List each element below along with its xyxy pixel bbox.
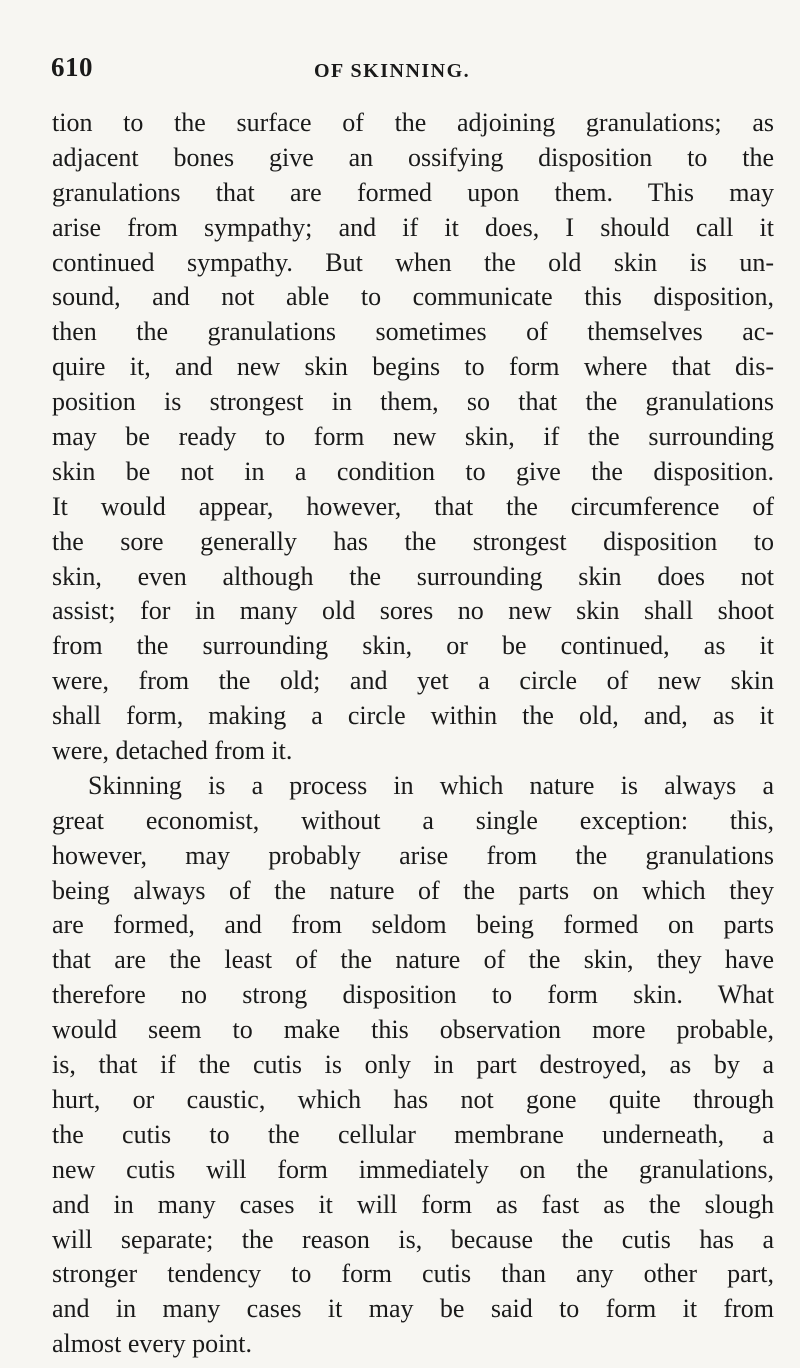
text-line: continued sympathy. But when the old skin is un- <box>52 247 774 277</box>
text-line: may be ready to form new skin, if the surrounding <box>52 422 774 452</box>
text-line: were, from the old; and yet a circle of new skin <box>52 666 774 696</box>
text-line: and in many cases it may be said to form it from <box>52 1294 774 1324</box>
text-line: therefore no strong disposition to form skin. What <box>52 980 774 1010</box>
text-line: were, detached from it. <box>52 736 293 766</box>
page-number: 610 <box>51 52 93 82</box>
text-line: It would appear, however, that the circumference of <box>52 491 774 521</box>
text-line: and in many cases it will form as fast as the slough <box>52 1189 774 1219</box>
text-line: almost every point. <box>52 1329 253 1359</box>
text-line: will separate; the reason is, because the cutis has a <box>52 1224 774 1254</box>
text-line: however, may probably arise from the granulations <box>52 840 774 870</box>
text-line: arise from sympathy; and if it does, I should call it <box>52 212 774 242</box>
body-text <box>52 106 774 1362</box>
text-line: position is strongest in them, so that the granulations <box>52 387 774 417</box>
text-line: hurt, or caustic, which has not gone quite through <box>52 1084 774 1114</box>
text-line: the cutis to the cellular membrane underneath, a <box>52 1119 774 1149</box>
text-line: are formed, and from seldom being formed on parts <box>52 910 774 940</box>
text-line: Skinning is a process in which nature is always a <box>88 770 774 800</box>
paragraph-1 <box>52 106 774 769</box>
text-line: that are the least of the nature of the skin, they have <box>52 945 774 975</box>
text-line: great economist, without a single exception: this, <box>52 805 774 835</box>
text-line: granulations that are formed upon them. This may <box>52 177 774 207</box>
text-line: sound, and not able to communicate this disposition, <box>52 282 774 312</box>
text-line: would seem to make this observation more probable, <box>52 1015 774 1045</box>
text-line: the sore generally has the strongest disposition to <box>52 526 774 556</box>
text-line: new cutis will form immediately on the granulations, <box>52 1154 774 1184</box>
text-line: quire it, and new skin begins to form where that dis- <box>52 352 774 382</box>
text-line: being always of the nature of the parts on which they <box>52 875 774 905</box>
text-line: skin be not in a condition to give the disposition. <box>52 456 774 486</box>
text-line: assist; for in many old sores no new skin shall shoot <box>52 596 774 626</box>
paragraph-2 <box>52 769 774 1362</box>
text-line: shall form, making a circle within the old, and, as it <box>52 701 774 731</box>
running-head <box>0 52 800 92</box>
text-line: is, that if the cutis is only in part destroyed, as by a <box>52 1050 774 1080</box>
text-line: adjacent bones give an ossifying disposition to the <box>52 142 774 172</box>
section-title: OF SKINNING. <box>314 60 471 82</box>
text-line: skin, even although the surrounding skin does not <box>52 561 774 591</box>
text-line: tion to the surface of the adjoining granulations; as <box>52 108 774 137</box>
text-line: from the surrounding skin, or be continued, as it <box>52 631 774 661</box>
text-line: stronger tendency to form cutis than any other part, <box>52 1259 774 1289</box>
text-line: then the granulations sometimes of themselves ac- <box>52 317 774 347</box>
